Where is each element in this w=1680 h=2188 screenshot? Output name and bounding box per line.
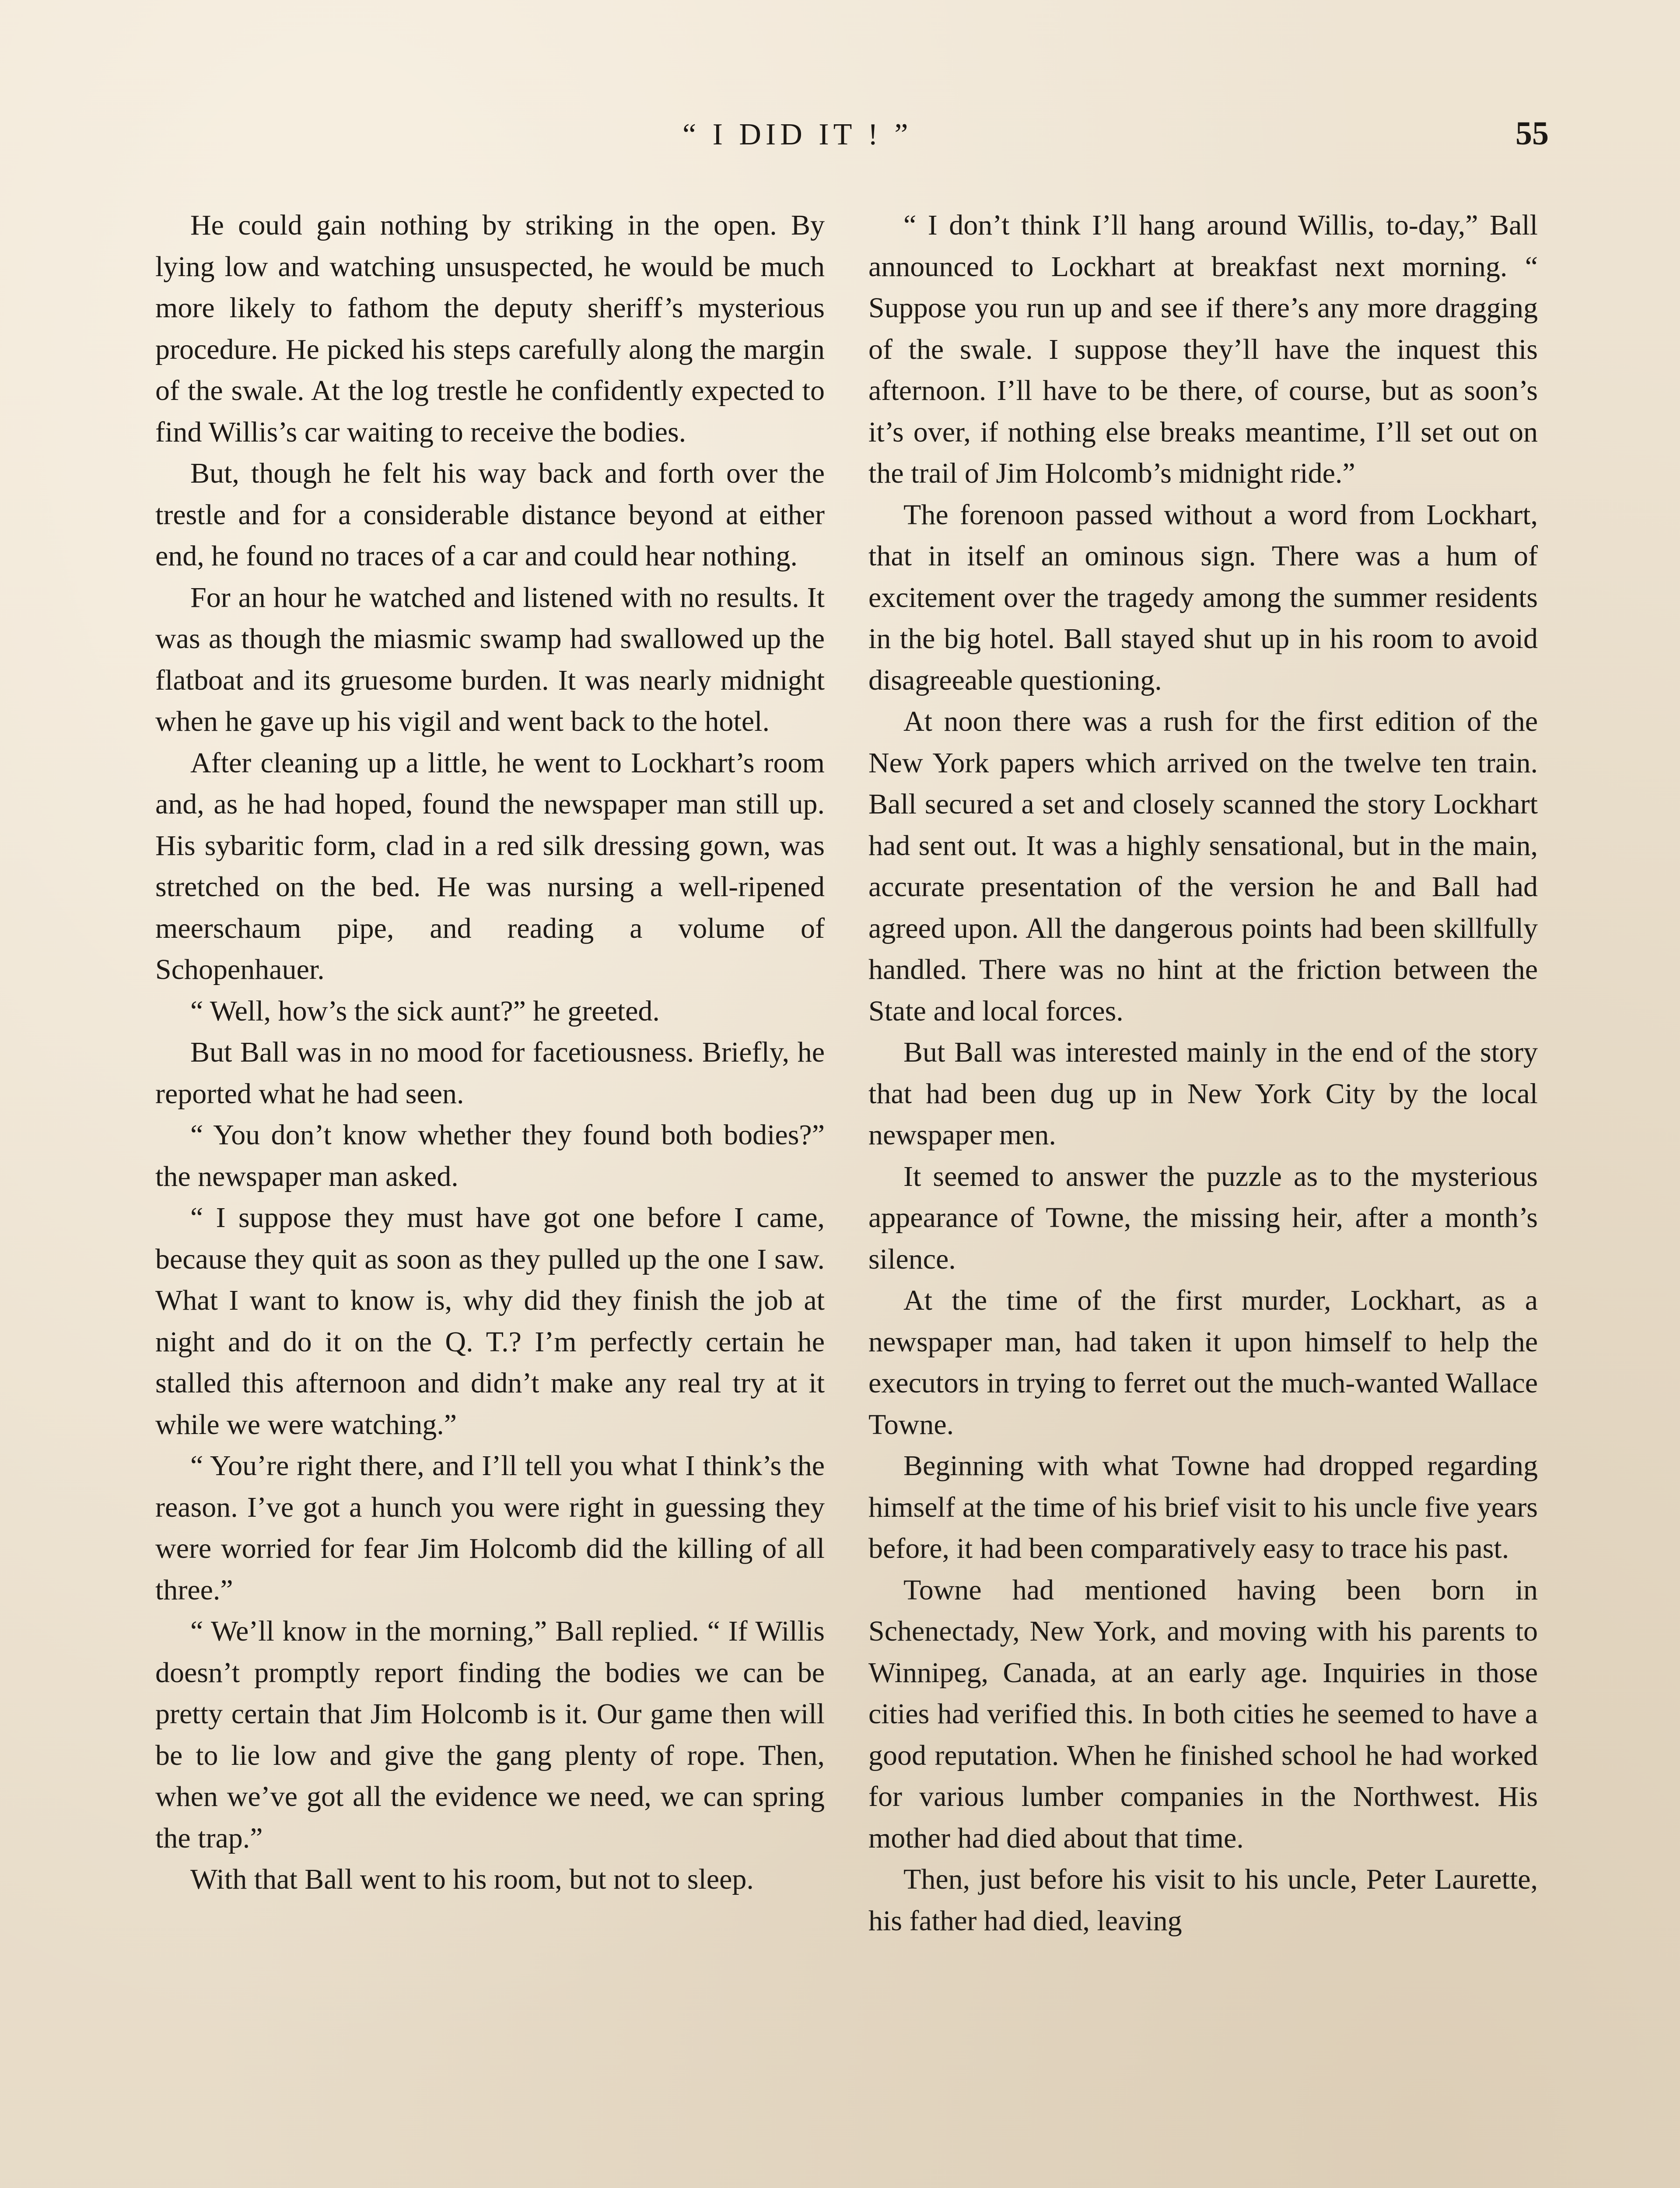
paragraph: “ You’re right there, and I’ll tell you what I think’s the reason. I’ve got a hunch you were right in guessing they were worried for fear Jim Holcomb did the killing of all three.” (155, 1450, 825, 1606)
paragraph: But Ball was interested mainly in the end of the story that had been dug up in New York City by the local newspaper men. (868, 1036, 1538, 1151)
right-column (868, 205, 1538, 1942)
paragraph: It seemed to answer the puzzle as to the mysterious appearance of Towne, the missing heir, after a month’s silence. (868, 1160, 1538, 1275)
page-number: 55 (1516, 115, 1549, 152)
paragraph: Towne had mentioned having been born in Schenectady, New York, and moving with his parents to Winnipeg, Canada, at an early age. Inquiries in those cities had verified this. In both cities he seemed to have a good reputation. When he finished school he had worked for various lumber companies in the Northwest. His mother had died about that time. (868, 1574, 1538, 1854)
paragraph: But, though he felt his way back and forth over the trestle and for a considerable distance beyond at either end, he found no traces of a car and could hear nothing. (155, 457, 825, 572)
paragraph: With that Ball went to his room, but not to sleep. (190, 1863, 754, 1895)
paragraph: At the time of the first murder, Lockhart, as a newspaper man, had taken it upon himself to help the executors in trying to ferret out the much-wanted Wallace Towne. (868, 1284, 1538, 1441)
paragraph: “ You don’t know whether they found both bodies?” the newspaper man asked. (155, 1119, 825, 1192)
running-head: “ I DID IT ! ” (682, 118, 913, 151)
paragraph: For an hour he watched and listened with no results. It was as though the miasmic swamp had swallowed up the flatboat and its gruesome burden. It was nearly midnight when he gave up his vigil and went back to the hotel. (155, 581, 825, 737)
paragraph: Beginning with what Towne had dropped regarding himself at the time of his brief visit to his uncle five years before, it had been comparatively easy to trace his past. (868, 1450, 1538, 1564)
paragraph: After cleaning up a little, he went to Lockhart’s room and, as he had hoped, found the newspaper man still up. His sybaritic form, clad in a red silk dressing gown, was stretched on the bed. He was nursing a well-ripened meerschaum pipe, and reading a volume of Schopenhauer. (155, 747, 825, 985)
paragraph: Then, just before his visit to his uncle, Peter Laurette, his father had died, leaving (868, 1863, 1538, 1937)
paragraph: “ We’ll know in the morning,” Ball replied. “ If Willis doesn’t promptly report finding the bodies we can be pretty certain that Jim Holcomb is it. Our game then will be to lie low and give the gang plenty of rope. Then, when we’ve got all the evidence we need, we can spring the trap.” (155, 1615, 825, 1854)
paragraph: At noon there was a rush for the first edition of the New York papers which arrived on the twelve ten train. Ball secured a set and closely scanned the story Lockhart had sent out. It was a highly sensational, but in the main, accurate presentation of the version he and Ball had agreed upon. All the dangerous points had been skillfully handled. There was no hint at the friction between the State and local forces. (868, 705, 1538, 1027)
paragraph: The forenoon passed without a word from Lockhart, that in itself an ominous sign. There was a hum of excitement over the tragedy among the summer residents in the big hotel. Ball stayed shut up in his room to avoid disagreeable questioning. (868, 498, 1538, 696)
paragraph: “ I don’t think I’ll hang around Willis, to-day,” Ball announced to Lockhart at breakfast next morning. “ Suppose you run up and see if there’s any more dragging of the swale. I suppose they’ll have the inquest this afternoon. I’ll have to be there, of course, but as soon’s it’s over, if nothing else breaks meantime, I’ll set out on the trail of Jim Holcomb’s midnight ride.” (868, 209, 1538, 489)
paragraph: But Ball was in no mood for facetiousness. Briefly, he reported what he had seen. (155, 1036, 825, 1110)
left-column (155, 205, 825, 1900)
paragraph: “ Well, how’s the sick aunt?” he greeted. (190, 995, 660, 1027)
paragraph: “ I suppose they must have got one before I came, because they quit as soon as they pulled up the one I saw. What I want to know is, why did they finish the job at night and do it on the Q. T.? I’m perfectly certain he stalled this afternoon and didn’t make any real try at it while we were watching.” (155, 1202, 825, 1441)
paragraph: He could gain nothing by striking in the open. By lying low and watching unsuspected, he would be much more likely to fathom the deputy sheriff’s mysterious procedure. He picked his steps carefully along the margin of the swale. At the log trestle he confidently expected to find Willis’s car waiting to receive the bodies. (155, 209, 825, 448)
